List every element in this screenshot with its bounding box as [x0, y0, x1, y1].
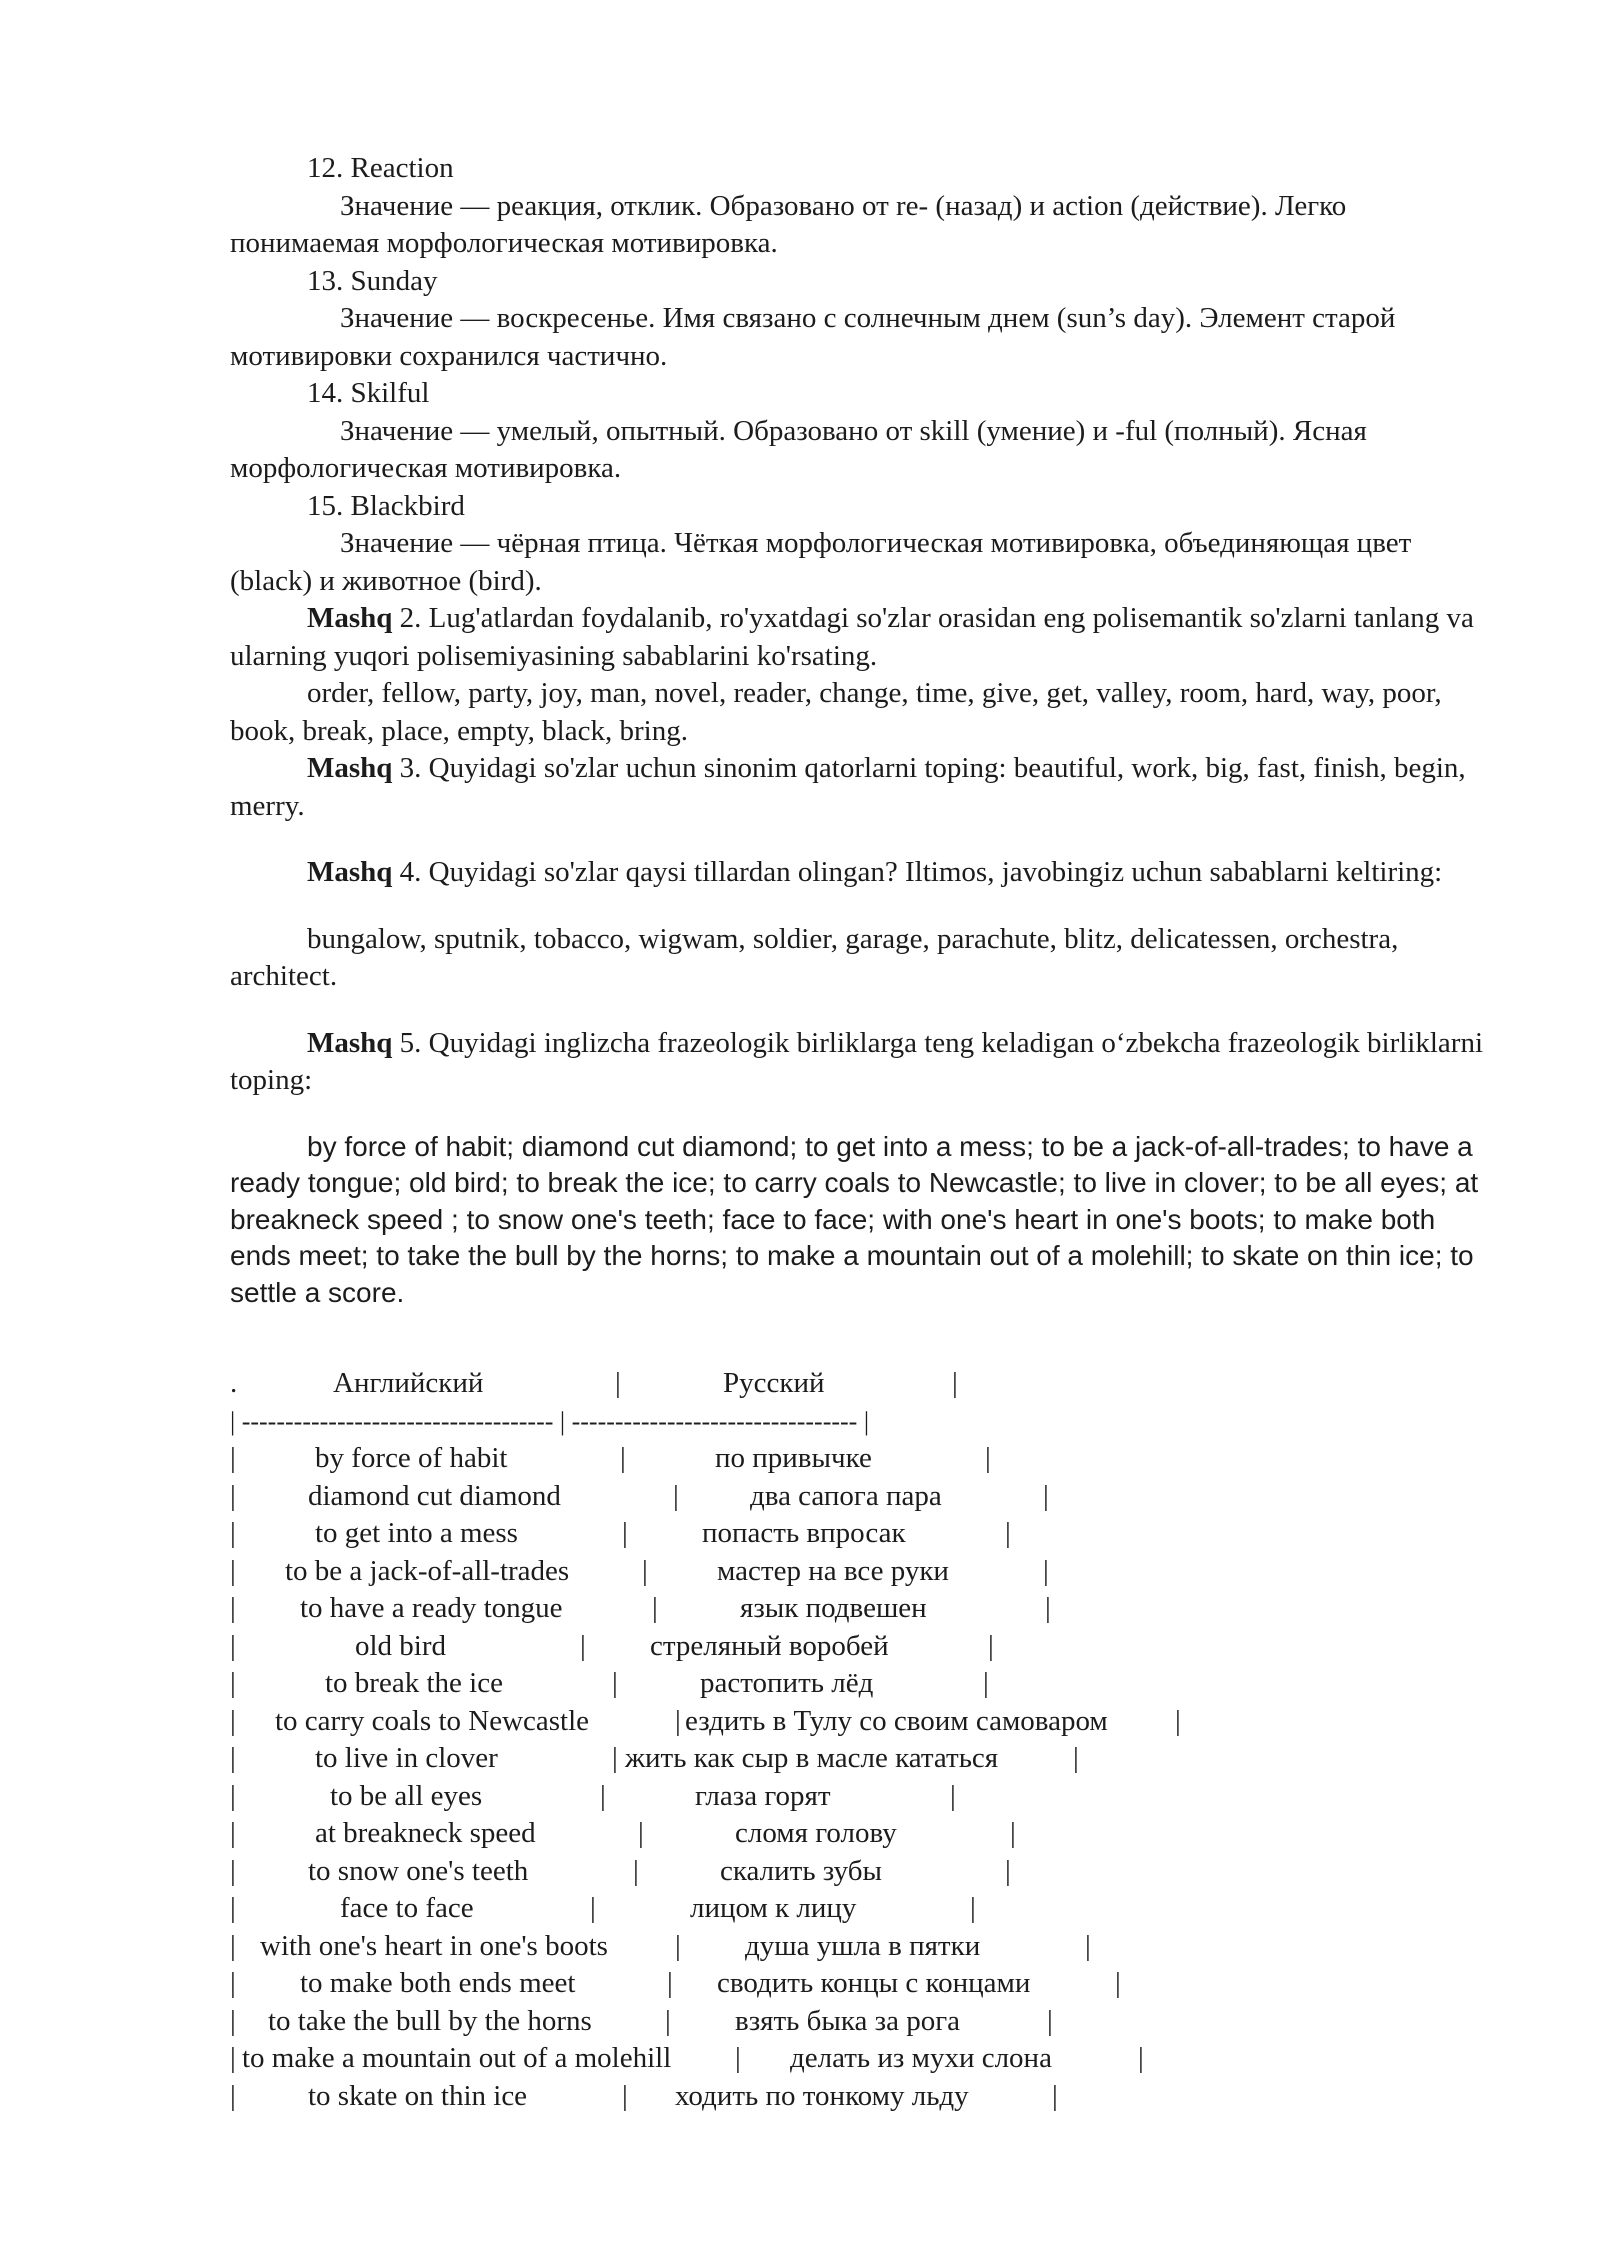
exercise-2 [230, 600, 1500, 675]
cell-bar-right: | [985, 1442, 991, 1474]
exercise-2-words: order, fellow, party, joy, man, novel, reader, change, time, give, get, valley, room, hard, way, poor, book, break, place, empty, black, bring. [230, 677, 1442, 747]
cell-bar-left: | [230, 1667, 236, 1699]
cell-russian: ездить в Тулу со своим самоваром [685, 1704, 1108, 1737]
cell-bar-mid: | [652, 1592, 658, 1624]
cell-russian: по привычке [715, 1442, 872, 1474]
cell-bar-left: | [230, 1892, 236, 1924]
cell-russian: язык подвешен [740, 1592, 927, 1624]
table-row [230, 1740, 1230, 1778]
exercise-label: Mashq [307, 1026, 393, 1059]
table-row [230, 1965, 1230, 2003]
table-header-row [230, 1365, 1230, 1403]
header-english: Английский [333, 1367, 484, 1399]
cell-bar-mid: | [622, 2079, 628, 2112]
table-row [230, 1553, 1230, 1591]
cell-english: diamond cut diamond [308, 1479, 561, 1512]
cell-english: to be a jack-of-all-trades [285, 1554, 570, 1587]
table-row [230, 1703, 1230, 1741]
cell-bar-mid: | [612, 1742, 618, 1774]
cell-english: to have a ready tongue [300, 1592, 563, 1624]
cell-russian: лицом к лицу [690, 1892, 857, 1924]
cell-english: by force of habit [315, 1442, 508, 1474]
document-page [230, 150, 1500, 1311]
table-separator [230, 1403, 1230, 1441]
cell-bar-right: | [1005, 1854, 1011, 1887]
cell-bar-right: | [1005, 1517, 1011, 1549]
cell-bar-left: | [230, 1929, 236, 1962]
cell-english: at breakneck speed [315, 1817, 536, 1849]
exercise-4-words: bungalow, sputnik, tobacco, wigwam, soldier, garage, parachute, blitz, delicatessen, orchestra, architect. [230, 922, 1399, 992]
exercise-text: 2. Lug'atlardan foydalanib, ro'yxatdagi so'zlar orasidan eng polisemantik so'zlarni tanlang va ularning yuqori polisemiyasining sabablarini ko'rsating. [230, 602, 1474, 672]
cell-english: face to face [340, 1892, 474, 1924]
cell-bar-right: | [1073, 1742, 1079, 1774]
exercise-4 [230, 854, 1500, 892]
cell-bar-mid: | [620, 1442, 626, 1474]
table-row [230, 1853, 1230, 1891]
cell-english: to break the ice [325, 1667, 503, 1699]
cell-bar-mid: | [667, 1967, 673, 1999]
cell-russian: глаза горят [695, 1779, 831, 1812]
cell-bar-right: | [950, 1779, 956, 1812]
word-item-15 [230, 488, 1500, 601]
cell-english: to make a mountain out of a molehill [242, 2042, 672, 2074]
item-meaning: Значение — воскресенье. Имя связано с солнечным днем (sun’s day). Элемент старой мотивировки сохранился частично. [230, 302, 1396, 372]
cell-bar-right: | [1010, 1817, 1016, 1849]
cell-bar-right: | [988, 1629, 994, 1662]
cell-russian: мастер на все руки [717, 1554, 949, 1587]
table-row [230, 1628, 1230, 1666]
cell-bar-mid: | [665, 2004, 671, 2037]
cell-bar-mid: | [735, 2042, 741, 2074]
cell-english: to carry coals to Newcastle [275, 1704, 590, 1737]
cell-bar-right: | [1043, 1554, 1049, 1587]
cell-russian: ходить по тонкому льду [675, 2079, 969, 2112]
cell-bar-right: | [1085, 1929, 1091, 1962]
cell-bar-right: | [1052, 2079, 1058, 2112]
cell-bar-right: | [1043, 1479, 1049, 1512]
cell-russian: скалить зубы [720, 1854, 882, 1887]
item-meaning: Значение — умелый, опытный. Образовано от skill (умение) и -ful (полный). Ясная морфологическая мотивировка. [230, 414, 1367, 484]
cell-bar-left: | [230, 2079, 236, 2112]
exercise-text: 5. Quyidagi inglizcha frazeologik birliklarga teng keladigan oʻzbekcha frazeologik birliklarni toping: [230, 1026, 1484, 1096]
table-row [230, 1665, 1230, 1703]
cell-russian: делать из мухи слона [790, 2042, 1052, 2074]
cell-russian: попасть впросак [702, 1517, 906, 1549]
item-heading: 12. Reaction [307, 152, 454, 184]
table-row [230, 1890, 1230, 1928]
cell-bar-mid: | [675, 1704, 681, 1737]
exercise-text: 3. Quyidagi so'zlar uchun sinonim qatorlarni toping: beautiful, work, big, fast, finish, begin, merry. [230, 752, 1466, 822]
cell-bar-mid: | [638, 1817, 644, 1849]
cell-bar-left: | [230, 1629, 236, 1662]
header-bar: | [952, 1367, 958, 1399]
item-meaning: Значение — чёрная птица. Чёткая морфологическая мотивировка, объединяющая цвет (black) и животное (bird). [230, 527, 1412, 597]
cell-english: to take the bull by the horns [268, 2004, 592, 2037]
cell-russian: стреляный воробей [650, 1629, 889, 1662]
cell-bar-right: | [983, 1667, 989, 1699]
cell-bar-mid: | [580, 1629, 586, 1662]
cell-bar-left: | [230, 2004, 236, 2037]
item-meaning: Значение — реакция, отклик. Образовано от re- (назад) и action (действие). Легко понимаемая морфологическая мотивировка. [230, 189, 1347, 259]
table-row [230, 1440, 1230, 1478]
cell-bar-right: | [970, 1892, 976, 1924]
table-row [230, 2040, 1230, 2078]
header-bar: | [615, 1367, 621, 1399]
exercise-3 [230, 750, 1500, 825]
cell-bar-left: | [230, 1442, 236, 1474]
cell-english: to get into a mess [315, 1517, 518, 1549]
item-heading: 14. Skilful [307, 377, 430, 409]
exercise-label: Mashq [307, 602, 393, 634]
item-heading: 15. Blackbird [307, 489, 465, 522]
cell-bar-right: | [1115, 1967, 1121, 1999]
header-lead: . [230, 1367, 238, 1399]
cell-bar-mid: | [633, 1854, 639, 1887]
cell-bar-right: | [1138, 2042, 1144, 2074]
exercise-label: Mashq [307, 856, 393, 888]
table-row [230, 1778, 1230, 1816]
cell-bar-mid: | [612, 1667, 618, 1699]
word-item-14 [230, 375, 1500, 488]
header-russian: Русский [723, 1367, 825, 1399]
table-row [230, 2003, 1230, 2041]
cell-russian: душа ушла в пятки [745, 1929, 981, 1962]
cell-bar-left: | [230, 1817, 236, 1849]
cell-bar-mid: | [590, 1892, 596, 1924]
cell-bar-left: | [230, 1742, 236, 1774]
table-row [230, 1815, 1230, 1853]
cell-english: to skate on thin ice [308, 2079, 528, 2112]
cell-bar-left: | [230, 1854, 236, 1887]
cell-english: to be all eyes [330, 1779, 483, 1812]
cell-bar-left: | [230, 1479, 236, 1512]
cell-bar-right: | [1045, 1592, 1051, 1624]
cell-bar-mid: | [675, 1929, 681, 1962]
cell-english: old bird [355, 1629, 447, 1662]
word-item-12 [230, 150, 1500, 263]
cell-bar-mid: | [600, 1779, 606, 1812]
cell-russian: взять быка за рога [735, 2004, 960, 2037]
cell-bar-right: | [1047, 2004, 1053, 2037]
cell-bar-left: | [230, 1517, 236, 1549]
cell-russian: жить как сыр в масле кататься [625, 1742, 999, 1774]
table-row [230, 1515, 1230, 1553]
phrase-table [230, 1365, 1230, 2115]
cell-russian: сломя голову [735, 1817, 897, 1849]
table-row [230, 1478, 1230, 1516]
item-heading: 13. Sunday [307, 264, 438, 297]
table-row [230, 1928, 1230, 1966]
cell-english: with one's heart in one's boots [260, 1929, 608, 1962]
cell-russian: два сапога пара [750, 1479, 942, 1512]
cell-bar-right: | [1175, 1704, 1181, 1737]
cell-bar-left: | [230, 1779, 236, 1812]
cell-bar-mid: | [622, 1517, 628, 1549]
exercise-5 [230, 1025, 1500, 1100]
exercise-label: Mashq [307, 752, 393, 784]
cell-russian: сводить концы с концами [717, 1967, 1031, 1999]
cell-bar-mid: | [642, 1554, 648, 1587]
word-item-13 [230, 263, 1500, 376]
cell-bar-left: | [230, 1704, 236, 1737]
cell-russian: растопить лёд [700, 1667, 874, 1699]
table-row [230, 2078, 1230, 2116]
cell-bar-left: | [230, 1554, 236, 1587]
cell-english: to live in clover [315, 1742, 498, 1774]
cell-bar-left: | [230, 1967, 236, 1999]
cell-english: to make both ends meet [300, 1967, 576, 1999]
cell-bar-left: | [230, 1592, 236, 1624]
cell-bar-mid: | [673, 1479, 679, 1512]
exercise-text: 4. Quyidagi so'zlar qaysi tillardan olingan? Iltimos, javobingiz uchun sabablarni keltiring: [392, 856, 1443, 888]
separator-line: | ------------------------------------ | --------------------------------- | [230, 1406, 870, 1436]
exercise-5-phrases: by force of habit; diamond cut diamond; to get into a mess; to be a jack-of-all-trades; to have a ready tongue; old bird; to break the ice; to carry coals to Newcastle; to live in clover; to be all eyes; at breakneck speed ; to snow one's teeth; face to face; with one's heart in one's boots; to make both ends meet; to take the bull by the horns; to make a mountain out of a molehill; to skate on thin ice; to settle a score. [230, 1130, 1479, 1308]
cell-english: to snow one's teeth [308, 1854, 529, 1887]
cell-bar-left: | [230, 2042, 236, 2074]
table-row [230, 1590, 1230, 1628]
